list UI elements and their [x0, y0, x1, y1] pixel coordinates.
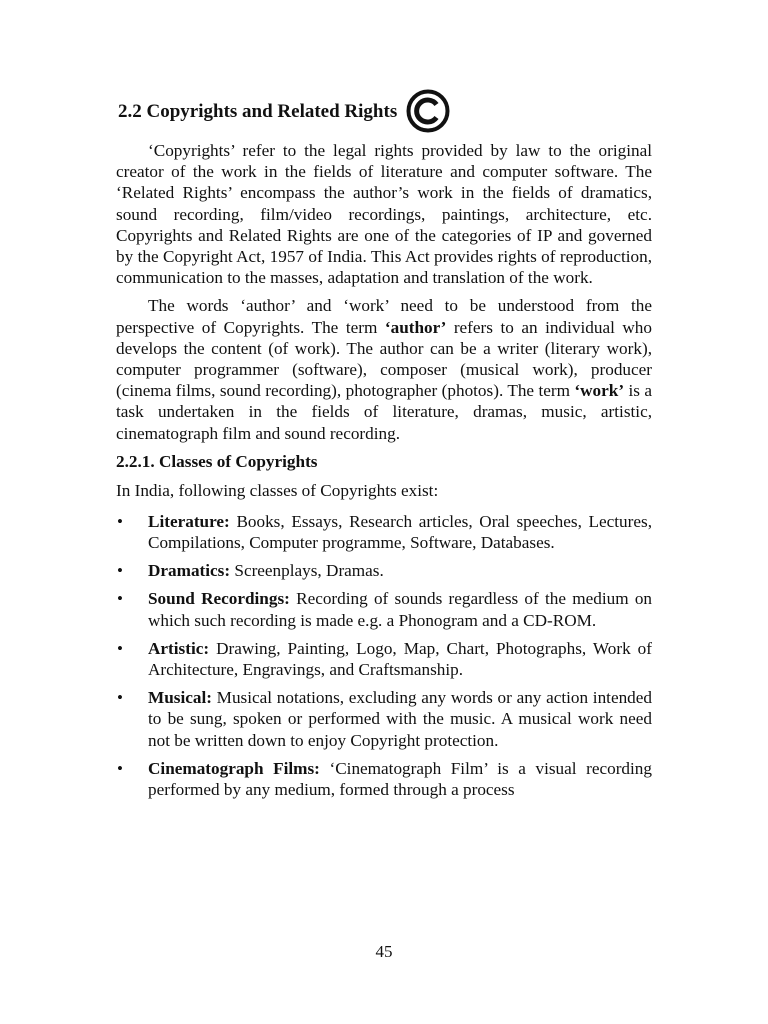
section-title: 2.2 Copyrights and Related Rights	[118, 100, 398, 122]
class-description: Musical notations, excluding any words or any action intended to be sung, spoken or performed with the music. A musical work need not be written down to enjoy Copyright protection.	[148, 688, 652, 750]
bullet-icon: •	[117, 638, 123, 658]
bullet-icon: •	[117, 589, 123, 609]
class-description: Books, Essays, Research articles, Oral speeches, Lectures, Compilations, Computer programme, Software, Databases.	[148, 511, 652, 553]
paragraph-text: The words ‘author’ and ‘work’ need to be understood from the perspective of Copyrights. The term	[116, 296, 652, 337]
bullet-icon: •	[117, 688, 123, 708]
list-item-dramatics	[116, 560, 652, 581]
class-description: ‘Cinematograph Film’ is a visual recording performed by any medium, formed through a process	[148, 758, 652, 800]
page-content	[116, 88, 652, 807]
class-description: Screenplays, Dramas.	[230, 561, 384, 581]
class-description: Drawing, Painting, Logo, Map, Chart, Photographs, Work of Architecture, Engravings, and Craftsmanship.	[148, 638, 652, 680]
bullet-icon: •	[117, 511, 123, 531]
copyright-icon	[405, 88, 451, 134]
class-term: Dramatics:	[148, 561, 231, 581]
classes-list	[116, 511, 652, 800]
list-item-musical	[116, 687, 652, 751]
class-term: Cinematograph Films:	[148, 758, 320, 778]
class-term: Musical:	[148, 688, 212, 708]
bullet-icon: •	[117, 758, 123, 778]
list-item-cinematograph-films	[116, 758, 652, 800]
term-author: ‘author’	[384, 317, 447, 337]
paragraph-author-work	[116, 295, 652, 443]
page-number: 45	[375, 942, 393, 961]
paragraph-copyrights-definition: ‘Copyrights’ refer to the legal rights provided by law to the original creator of the work in the fields of literature and computer software. The ‘Related Rights’ encompass the author’s work in the fields of dramatics, sound recording, film/video recordings, paintings, architecture, etc. Copyrights and Related Rights are one of the categories of IP and governed by the Copyright Act, 1957 of India. This Act provides rights of reproduction, communication to the masses, adaptation and translation of the work.	[116, 141, 652, 288]
paragraph-text: refers to an individual who develops the content (of work). The author can be a writer (literary work), computer programmer (software), composer (musical work), producer (cinema films, sound recording), photographer (photos). The term	[116, 317, 652, 401]
subsection-title: 2.2.1. Classes of Copyrights	[116, 451, 318, 471]
section-heading-row	[116, 88, 652, 134]
class-term: Literature:	[148, 511, 230, 531]
paragraph-text: is a task undertaken in the fields of literature, dramas, music, artistic, cinematograph film and sound recording.	[116, 381, 652, 443]
bullet-icon: •	[117, 561, 123, 581]
class-term: Sound Recordings:	[148, 589, 290, 609]
term-work: ‘work’	[574, 381, 625, 401]
class-term: Artistic:	[148, 638, 210, 658]
list-item-sound-recordings	[116, 588, 652, 630]
class-description: Recording of sounds regardless of the medium on which such recording is made e.g. a Phonogram and a CD-ROM.	[148, 589, 653, 630]
subsection-intro: In India, following classes of Copyrights exist:	[116, 480, 439, 500]
list-item-artistic	[116, 638, 652, 680]
list-item-literature	[116, 511, 652, 553]
